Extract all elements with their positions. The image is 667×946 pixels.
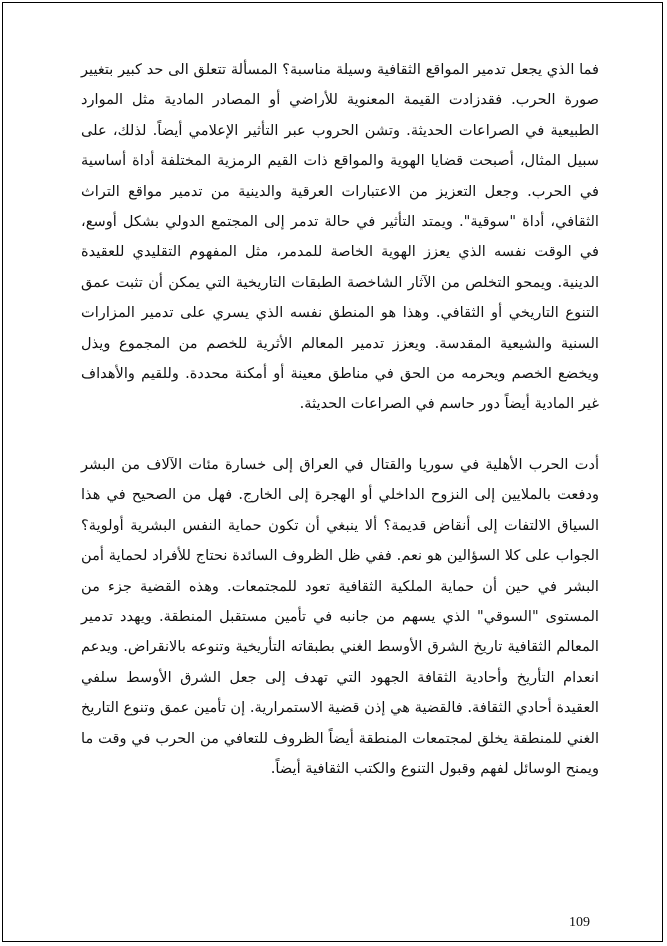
paragraph-2: أدت الحرب الأهلية في سوريا والقتال في العراق إلى خسارة مئات الآلاف من البشر ودفعت بالملايين إلى النزوح الداخلي أو الهجرة إلى الخارج. فهل من الصحيح في هذا السياق الالتفات إلى أنقاض قديمة؟ ألا ينبغي أن تكون حماية النفس البشرية أولوية؟ الجواب على كلا السؤالين هو نعم. ففي ظل الظروف السائدة نحتاج للأفراد لحماية أمن البشر في حين أن حماية الملكية الثقافية تعود للمجتمعات. وهذه القضية جزء من المستوى "السوقي" الذي يسهم من جانبه في تأمين مستقبل المنطقة. ويهدد تدمير المعالم الثقافية تاريخ الشرق الأوسط الغني بطبقاته التأريخية وتنوعه بالانقراض. ويدعم انعدام التأريخ وأحادية الثقافة الجهود التي تهدف إلى جعل الشرق الأوسط سلفي العقيدة أحادي الثقافة. فالقضية هي إذن قضية الاستمرارية. إن تأمين عمق وتنوع التاريخ الغني للمنطقة يخلق لمجتمعات المنطقة أيضاً الظروف للتعافي من الحرب في وقت ما ويمنح الوسائل لفهم وقبول التنوع والكتب الثقافية أيضاً. xyxy=(81,455,599,777)
body-text xyxy=(81,55,599,784)
paragraph-1: فما الذي يجعل تدمير المواقع الثقافية وسيلة مناسبة؟ المسألة تتعلق الى حد كبير بتغيير صورة الحرب. فقدزادت القيمة المعنوية للأراضي أو المصادر المادية مثل الموارد الطبيعية في الصراعات الحديثة. وتشن الحروب عبر التأثير الإعلامي أيضاً. لذلك، على سبيل المثال، أصبحت قضايا الهوية والمواقع ذات القيم الرمزية المختلفة أداة أساسية في الحرب. وجعل التعزيز من الاعتبارات العرقية والدينية من تدمير مواقع التراث الثقافي، أداة "سوقية". ويمتد التأثير في حالة تدمر إلى المجتمع الدولي بشكل أوسع، في الوقت نفسه الذي يعزز الهوية الخاصة للمدمر، مثل المفهوم التقليدي للعقيدة الدينية. ويمحو التخلص من الآثار الشاخصة الطبقات التاريخية التي يمكن أن تثبت عمق التنوع التاريخي أو الثقافي. وهذا هو المنطق نفسه الذي يسري على تدمير المزارات السنية والشيعية المقدسة. ويعزز تدمير المعالم الأثرية للخصم من المجموع ويذل ويخضع الخصم ويحرمه من الحق في مناطق معينة أو أمكنة محددة. وللقيم والأهداف غير المادية أيضاً دور حاسم في الصراعات الحديثة. xyxy=(81,61,599,413)
page-number: 109 xyxy=(569,915,590,930)
document-page xyxy=(2,2,663,942)
